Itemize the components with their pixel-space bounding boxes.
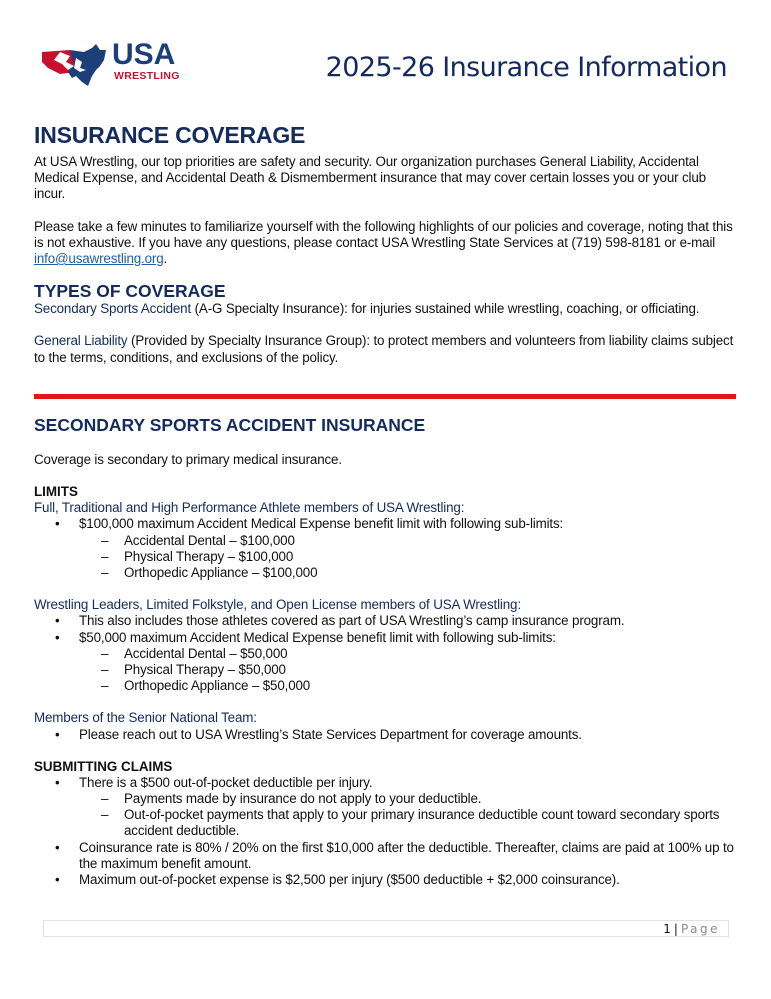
list-item	[34, 613, 739, 629]
list-item-text: Coinsurance rate is 80% / 20% on the first $10,000 after the deductible. Thereafter, claims are paid at 100% up to the maximum benefit amount.	[79, 839, 734, 871]
types-of-coverage-heading: TYPES OF COVERAGE	[34, 281, 226, 302]
list-item-text: This also includes those athletes covered as part of USA Wrestling’s camp insurance program.	[79, 613, 625, 629]
limits-group-title: Members of the Senior National Team:	[34, 710, 257, 726]
sub-list-item	[79, 678, 739, 694]
list-item	[34, 840, 739, 872]
sub-list-item	[79, 533, 739, 549]
list-item-text: $100,000 maximum Accident Medical Expense benefit limit with following sub-limits:	[79, 516, 564, 532]
bullet-icon: •	[55, 516, 60, 532]
insurance-coverage-heading: INSURANCE COVERAGE	[34, 122, 306, 148]
list-item	[34, 872, 739, 888]
list-item-text: Please reach out to USA Wrestling’s State Services Department for coverage amounts.	[79, 726, 582, 742]
list-item-text: $50,000 maximum Accident Medical Expense benefit limit with following sub-limits:	[79, 629, 556, 645]
page-number-label	[663, 921, 720, 937]
sub-list	[79, 791, 739, 840]
bullet-icon: •	[55, 839, 60, 855]
coverage-type-general-liability	[34, 333, 739, 365]
sub-list-item	[79, 807, 739, 839]
dash-icon: –	[101, 565, 109, 581]
document-body	[34, 121, 739, 366]
usa-map-wrestlers-icon	[40, 42, 112, 88]
bullet-icon: •	[55, 872, 60, 888]
bullet-icon: •	[55, 629, 60, 645]
contact-paragraph	[34, 219, 739, 268]
dash-icon: –	[101, 662, 109, 678]
logo-usa-text: USA	[112, 38, 176, 71]
coverage-type-secondary-accident	[34, 301, 739, 317]
sub-item-text: Orthopedic Appliance – $50,000	[124, 678, 311, 694]
sub-item-text: Orthopedic Appliance – $100,000	[124, 565, 318, 581]
secondary-note: Coverage is secondary to primary medical insurance.	[34, 452, 342, 467]
sub-item-text: Accidental Dental – $50,000	[124, 645, 288, 661]
list-item	[34, 727, 739, 743]
dash-icon: –	[101, 791, 109, 807]
bullet-icon: •	[55, 774, 60, 790]
limits-group-list	[34, 516, 739, 581]
claims-list	[34, 775, 739, 888]
email-link[interactable]: info@usawrestling.org	[34, 251, 164, 267]
sub-list-item	[79, 549, 739, 565]
page-footer	[43, 920, 729, 937]
sub-item-text: Payments made by insurance do not apply to your deductible.	[124, 791, 482, 807]
list-item-text: Maximum out-of-pocket expense is $2,500 per injury ($500 deductible + $2,000 coinsurance).	[79, 872, 620, 888]
secondary-accident-heading: SECONDARY SPORTS ACCIDENT INSURANCE	[34, 415, 426, 435]
coverage-type-desc: (Provided by Specialty Insurance Group): to protect members and volunteers from liability claims subject to the terms, conditions, and exclusions of the policy.	[34, 333, 734, 365]
sub-list-item	[79, 791, 739, 807]
sub-item-text: Physical Therapy – $50,000	[124, 662, 286, 678]
limits-heading: LIMITS	[34, 484, 78, 500]
dash-icon: –	[101, 807, 109, 823]
limits-group-list	[34, 727, 739, 743]
usa-wrestling-logo	[40, 38, 190, 88]
section-divider	[34, 394, 736, 399]
submitting-claims-heading: SUBMITTING CLAIMS	[34, 758, 173, 774]
limits-group-list	[34, 613, 739, 694]
sub-list-item	[79, 646, 739, 662]
list-item-text: There is a $500 out-of-pocket deductible per injury.	[79, 774, 373, 790]
bullet-icon: •	[55, 726, 60, 742]
list-item	[34, 775, 739, 840]
coverage-type-name: Secondary Sports Accident	[34, 301, 192, 317]
list-item	[34, 516, 739, 581]
page-word: Page	[680, 922, 720, 936]
dash-icon: –	[101, 532, 109, 548]
limits-group-title: Full, Traditional and High Performance Athlete members of USA Wrestling:	[34, 500, 465, 516]
sub-item-text: Physical Therapy – $100,000	[124, 548, 294, 564]
sub-list-item	[79, 662, 739, 678]
sub-list	[79, 533, 739, 582]
logo-wrestling-text: WRESTLING	[114, 70, 180, 82]
sub-list	[79, 646, 739, 695]
intro-paragraph: At USA Wrestling, our top priorities are safety and security. Our organization purchases General Liability, Accidental Medical Expense, and Accidental Death & Dismemberment insurance that may cover certain losses you or your club incur.	[34, 154, 706, 202]
dash-icon: –	[101, 678, 109, 694]
sub-item-text: Out-of-pocket payments that apply to your primary insurance deductible count toward secondary sports accident deductible.	[124, 807, 720, 839]
bullet-icon: •	[55, 613, 60, 629]
contact-end: .	[163, 251, 168, 267]
sub-list-item	[79, 565, 739, 581]
page-number: 1	[663, 922, 671, 936]
document-title: 2025-26 Insurance Information	[325, 52, 727, 83]
sub-item-text: Accidental Dental – $100,000	[124, 532, 295, 548]
coverage-type-desc: (A-G Specialty Insurance): for injuries sustained while wrestling, coaching, or officiating.	[191, 301, 700, 317]
page-separator: |	[673, 922, 678, 936]
secondary-accident-section	[34, 415, 739, 888]
dash-icon: –	[101, 645, 109, 661]
dash-icon: –	[101, 548, 109, 564]
limits-group-title: Wrestling Leaders, Limited Folkstyle, and Open License members of USA Wrestling:	[34, 597, 521, 613]
list-item	[34, 630, 739, 695]
contact-text: Please take a few minutes to familiarize yourself with the following highlights of our policies and coverage, noting that this is not exhaustive. If you have any questions, please contact USA Wrestling State Services at (719) 598-8181 or e-mail	[34, 218, 733, 250]
coverage-type-name: General Liability	[34, 333, 128, 349]
